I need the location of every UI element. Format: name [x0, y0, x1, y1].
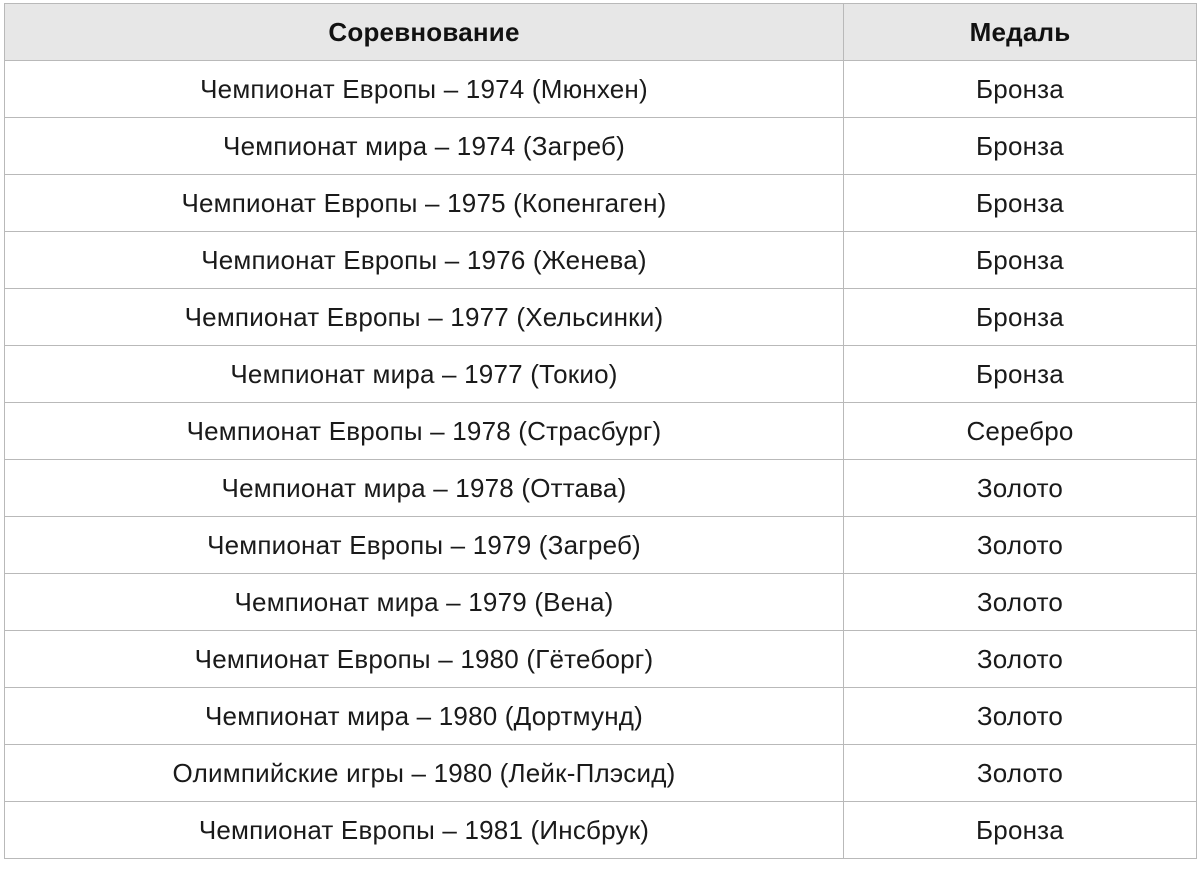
medals-table — [4, 3, 1197, 859]
table-row — [5, 745, 1197, 802]
competition-cell: Чемпионат мира – 1977 (Токио) — [5, 346, 844, 403]
medal-cell: Серебро — [844, 403, 1197, 460]
competition-cell: Чемпионат Европы – 1977 (Хельсинки) — [5, 289, 844, 346]
column-header-medal: Медаль — [844, 4, 1197, 61]
results-table-container — [4, 3, 1196, 859]
medal-cell: Золото — [844, 574, 1197, 631]
medal-cell: Золото — [844, 517, 1197, 574]
table-row — [5, 346, 1197, 403]
competition-cell: Чемпионат Европы – 1981 (Инсбрук) — [5, 802, 844, 859]
table-row — [5, 688, 1197, 745]
header-row — [5, 4, 1197, 61]
competition-cell: Чемпионат Европы – 1978 (Страсбург) — [5, 403, 844, 460]
table-row — [5, 61, 1197, 118]
competition-cell: Чемпионат Европы – 1974 (Мюнхен) — [5, 61, 844, 118]
competition-cell: Чемпионат Европы – 1980 (Гётеборг) — [5, 631, 844, 688]
medal-cell: Бронза — [844, 118, 1197, 175]
competition-cell: Чемпионат мира – 1978 (Оттава) — [5, 460, 844, 517]
table-body — [5, 61, 1197, 859]
table-row — [5, 574, 1197, 631]
medal-cell: Золото — [844, 688, 1197, 745]
competition-cell: Чемпионат Европы – 1975 (Копенгаген) — [5, 175, 844, 232]
table-row — [5, 232, 1197, 289]
table-row — [5, 289, 1197, 346]
competition-cell: Чемпионат мира – 1979 (Вена) — [5, 574, 844, 631]
column-header-competition: Соревнование — [5, 4, 844, 61]
table-row — [5, 517, 1197, 574]
competition-cell: Олимпийские игры – 1980 (Лейк-Плэсид) — [5, 745, 844, 802]
table-header — [5, 4, 1197, 61]
medal-cell: Бронза — [844, 346, 1197, 403]
competition-cell: Чемпионат мира – 1974 (Загреб) — [5, 118, 844, 175]
medal-cell: Бронза — [844, 802, 1197, 859]
medal-cell: Бронза — [844, 61, 1197, 118]
medal-cell: Бронза — [844, 289, 1197, 346]
medal-cell: Золото — [844, 631, 1197, 688]
table-row — [5, 631, 1197, 688]
table-row — [5, 175, 1197, 232]
table-row — [5, 118, 1197, 175]
table-row — [5, 403, 1197, 460]
competition-cell: Чемпионат Европы – 1979 (Загреб) — [5, 517, 844, 574]
medal-cell: Золото — [844, 460, 1197, 517]
medal-cell: Бронза — [844, 232, 1197, 289]
medal-cell: Бронза — [844, 175, 1197, 232]
table-row — [5, 802, 1197, 859]
medal-cell: Золото — [844, 745, 1197, 802]
competition-cell: Чемпионат Европы – 1976 (Женева) — [5, 232, 844, 289]
table-row — [5, 460, 1197, 517]
competition-cell: Чемпионат мира – 1980 (Дортмунд) — [5, 688, 844, 745]
